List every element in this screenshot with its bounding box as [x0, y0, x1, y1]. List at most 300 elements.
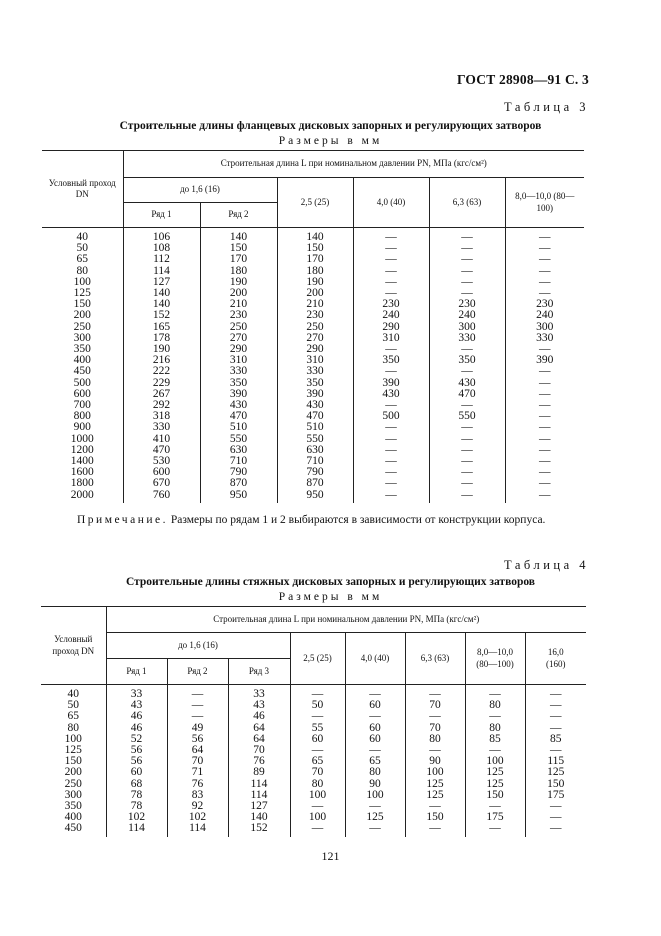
table-cell: 33 — [228, 685, 290, 701]
table-cell: — — [505, 228, 584, 244]
table-row — [42, 478, 584, 489]
dn-cell: 300 — [41, 790, 106, 801]
table-cell: — — [465, 685, 525, 701]
table-cell: 550 — [277, 434, 353, 445]
table3-note — [77, 514, 545, 526]
table-cell: 65 — [290, 756, 345, 767]
table-row — [41, 767, 586, 778]
dn-cell: 40 — [42, 228, 123, 244]
table-cell: 70 — [405, 700, 465, 711]
table-cell: 64 — [228, 723, 290, 734]
table-cell: — — [525, 812, 586, 823]
table-cell: 190 — [200, 277, 277, 288]
col-header-p16: до 1,6 (16) — [106, 633, 290, 659]
table-cell: 83 — [167, 790, 228, 801]
col-header-p25: 2,5 (25) — [290, 633, 345, 685]
table-cell: 350 — [277, 378, 353, 389]
table-cell: 330 — [277, 366, 353, 377]
table-cell: 100 — [345, 790, 405, 801]
table-cell: 390 — [505, 355, 584, 366]
table-cell: — — [429, 422, 505, 433]
table3-units: Размеры в мм — [278, 135, 383, 147]
table-cell: — — [429, 456, 505, 467]
table-cell: — — [167, 685, 228, 701]
dn-cell: 80 — [41, 723, 106, 734]
table-cell: — — [353, 434, 429, 445]
table-cell: 178 — [123, 333, 200, 344]
table-cell: 64 — [167, 745, 228, 756]
table-cell: 115 — [525, 756, 586, 767]
dn-cell: 1600 — [42, 467, 123, 478]
table-cell: 68 — [106, 779, 167, 790]
table-cell: 60 — [345, 734, 405, 745]
table-row — [42, 310, 584, 321]
table-cell: 790 — [277, 467, 353, 478]
table-cell: 310 — [277, 355, 353, 366]
table-cell: 140 — [123, 288, 200, 299]
page-number: 121 — [321, 849, 340, 863]
table-cell: 46 — [106, 711, 167, 722]
table-cell: 102 — [167, 812, 228, 823]
dn-cell: 350 — [41, 801, 106, 812]
table-cell: 46 — [228, 711, 290, 722]
table-cell: 85 — [465, 734, 525, 745]
table-cell: 152 — [123, 310, 200, 321]
col-header-dn: Условный проход DN — [41, 607, 106, 685]
table-cell: 140 — [277, 228, 353, 244]
table-cell: — — [405, 823, 465, 836]
dn-cell: 150 — [41, 756, 106, 767]
col-header-length: Строительная длина L при номинальном давлении PN, МПа (кгс/см²) — [106, 607, 586, 633]
table-cell: 92 — [167, 801, 228, 812]
table-cell: 100 — [465, 756, 525, 767]
table-cell: 430 — [277, 400, 353, 411]
table-cell: 430 — [200, 400, 277, 411]
dn-cell: 800 — [42, 411, 123, 422]
table-cell: 230 — [277, 310, 353, 321]
table-cell: — — [353, 400, 429, 411]
table-cell: 510 — [200, 422, 277, 433]
table-cell: — — [505, 456, 584, 467]
table-cell: — — [429, 467, 505, 478]
table-cell: — — [405, 711, 465, 722]
table-cell: 430 — [429, 378, 505, 389]
table-cell: — — [505, 467, 584, 478]
col-header-p80: 8,0—10,0 (80—100) — [465, 633, 525, 685]
table-cell: 330 — [123, 422, 200, 433]
table-cell: 950 — [277, 490, 353, 503]
table-cell: 125 — [345, 812, 405, 823]
table3 — [42, 150, 584, 503]
dn-cell: 1400 — [42, 456, 123, 467]
table-cell: — — [525, 745, 586, 756]
table-row — [42, 422, 584, 433]
table-cell: 127 — [123, 277, 200, 288]
table-cell: 230 — [505, 299, 584, 310]
table-cell: — — [505, 266, 584, 277]
table-cell: — — [353, 467, 429, 478]
table-cell: 140 — [228, 812, 290, 823]
dn-cell: 80 — [42, 266, 123, 277]
table-cell: 70 — [405, 723, 465, 734]
table-cell: — — [505, 277, 584, 288]
table-row — [42, 254, 584, 265]
col-header-length: Строительная длина L при номинальном давлении PN, МПа (кгс/см²) — [123, 151, 584, 178]
table-cell: 330 — [429, 333, 505, 344]
table-cell: 175 — [465, 812, 525, 823]
table-cell: 390 — [353, 378, 429, 389]
table-cell: — — [353, 277, 429, 288]
table-cell: 550 — [429, 411, 505, 422]
table-cell: 43 — [228, 700, 290, 711]
table-cell: 170 — [277, 254, 353, 265]
table-cell: 290 — [200, 344, 277, 355]
table3-title: Строительные длины фланцевых дисковых запорных и регулирующих затворов — [119, 120, 542, 132]
table-cell: — — [465, 823, 525, 836]
table-cell: 90 — [405, 756, 465, 767]
table-cell: 190 — [123, 344, 200, 355]
table-cell: 78 — [106, 801, 167, 812]
dn-cell: 500 — [42, 378, 123, 389]
col-header-row2: Ряд 2 — [200, 203, 277, 228]
dn-cell: 250 — [42, 322, 123, 333]
table-cell: 125 — [405, 790, 465, 801]
table-cell: 150 — [200, 243, 277, 254]
table-cell: 760 — [123, 490, 200, 503]
col-header-row1: Ряд 1 — [123, 203, 200, 228]
table-cell: 49 — [167, 723, 228, 734]
table-cell: — — [525, 685, 586, 701]
table-cell: 127 — [228, 801, 290, 812]
table-cell: 229 — [123, 378, 200, 389]
table-cell: 267 — [123, 389, 200, 400]
table-cell: 790 — [200, 467, 277, 478]
table-row — [41, 711, 586, 722]
table-cell: 114 — [123, 266, 200, 277]
table-cell: — — [505, 288, 584, 299]
table-cell: 80 — [345, 767, 405, 778]
table-cell: 125 — [405, 779, 465, 790]
table-cell: 240 — [429, 310, 505, 321]
note-label: Примечание. — [77, 514, 168, 526]
table-cell: 550 — [200, 434, 277, 445]
table-cell: 60 — [345, 700, 405, 711]
table-cell: 240 — [353, 310, 429, 321]
table-cell: 114 — [228, 779, 290, 790]
dn-cell: 450 — [42, 366, 123, 377]
table-cell: 78 — [106, 790, 167, 801]
table-cell: 85 — [525, 734, 586, 745]
table-cell: 410 — [123, 434, 200, 445]
table-cell: 240 — [505, 310, 584, 321]
table4-label: Таблица 4 — [504, 558, 589, 572]
table-cell: — — [505, 366, 584, 377]
dn-cell: 350 — [42, 344, 123, 355]
dn-cell: 600 — [42, 389, 123, 400]
table-cell: 112 — [123, 254, 200, 265]
table-cell: — — [525, 700, 586, 711]
table-cell: — — [505, 445, 584, 456]
table-cell: 114 — [167, 823, 228, 836]
table-cell: 180 — [200, 266, 277, 277]
table-cell: — — [429, 400, 505, 411]
table-cell: 210 — [277, 299, 353, 310]
table-cell: — — [353, 366, 429, 377]
table-cell: — — [353, 344, 429, 355]
dn-cell: 65 — [41, 711, 106, 722]
table-cell: 150 — [525, 779, 586, 790]
dn-cell: 1000 — [42, 434, 123, 445]
table-cell: 530 — [123, 456, 200, 467]
dn-cell: 1800 — [42, 478, 123, 489]
dn-cell: 450 — [41, 823, 106, 836]
table-cell: 170 — [200, 254, 277, 265]
table-cell: — — [290, 801, 345, 812]
table-cell: 330 — [505, 333, 584, 344]
table-cell: 710 — [277, 456, 353, 467]
table-cell: 390 — [200, 389, 277, 400]
dn-cell: 400 — [42, 355, 123, 366]
table-cell: 106 — [123, 228, 200, 244]
table-cell: — — [505, 400, 584, 411]
table-cell: — — [353, 422, 429, 433]
table-cell: — — [505, 490, 584, 503]
table-cell: 56 — [106, 745, 167, 756]
table-cell: 310 — [353, 333, 429, 344]
table-cell: 270 — [277, 333, 353, 344]
table-cell: — — [505, 344, 584, 355]
table-cell: — — [429, 266, 505, 277]
table-cell: 64 — [228, 734, 290, 745]
dn-cell: 2000 — [42, 490, 123, 503]
dn-cell: 50 — [42, 243, 123, 254]
table-cell: 70 — [290, 767, 345, 778]
table-cell: 80 — [290, 779, 345, 790]
table-cell: 470 — [429, 389, 505, 400]
table-cell: — — [429, 478, 505, 489]
table-cell: 190 — [277, 277, 353, 288]
table-cell: 71 — [167, 767, 228, 778]
table-cell: — — [353, 456, 429, 467]
dn-cell: 100 — [42, 277, 123, 288]
table4 — [41, 606, 586, 837]
table-cell: 65 — [345, 756, 405, 767]
table-cell: — — [353, 254, 429, 265]
table-cell: — — [290, 745, 345, 756]
table-row — [41, 685, 586, 701]
table-cell: 200 — [277, 288, 353, 299]
table-cell: 108 — [123, 243, 200, 254]
col-header-p16: до 1,6 (16) — [123, 178, 277, 203]
table-cell: 470 — [200, 411, 277, 422]
table-cell: 114 — [228, 790, 290, 801]
table-cell: — — [345, 745, 405, 756]
table-cell: 350 — [353, 355, 429, 366]
table-cell: 430 — [353, 389, 429, 400]
table-cell: 292 — [123, 400, 200, 411]
table-cell: 230 — [200, 310, 277, 321]
table-cell: 56 — [167, 734, 228, 745]
table-cell: 600 — [123, 467, 200, 478]
table-cell: — — [167, 700, 228, 711]
dn-cell: 400 — [41, 812, 106, 823]
dn-cell: 150 — [42, 299, 123, 310]
table-cell: 60 — [345, 723, 405, 734]
table-cell: 250 — [277, 322, 353, 333]
table-cell: — — [429, 254, 505, 265]
table-cell: — — [429, 288, 505, 299]
col-header-p25: 2,5 (25) — [277, 178, 353, 228]
table-cell: — — [429, 228, 505, 244]
table-row — [42, 366, 584, 377]
table-cell: 870 — [200, 478, 277, 489]
table-cell: 290 — [353, 322, 429, 333]
table-cell: 318 — [123, 411, 200, 422]
table-cell: 56 — [106, 756, 167, 767]
col-header-row1: Ряд 1 — [106, 659, 167, 685]
table-cell: — — [505, 411, 584, 422]
table-row — [41, 823, 586, 836]
table-cell: 270 — [200, 333, 277, 344]
table-cell: 510 — [277, 422, 353, 433]
table-cell: 300 — [429, 322, 505, 333]
table-cell: 52 — [106, 734, 167, 745]
table-cell: 55 — [290, 723, 345, 734]
table3-label: Таблица 3 — [504, 100, 589, 114]
table-cell: 670 — [123, 478, 200, 489]
table-cell: 250 — [200, 322, 277, 333]
dn-cell: 1200 — [42, 445, 123, 456]
table-cell: 300 — [505, 322, 584, 333]
table-cell: 125 — [465, 779, 525, 790]
table-cell: 950 — [200, 490, 277, 503]
table-cell: — — [505, 389, 584, 400]
table-cell: — — [429, 490, 505, 503]
table-cell: 470 — [277, 411, 353, 422]
table-cell: — — [505, 434, 584, 445]
table-cell: 60 — [106, 767, 167, 778]
col-header-p40: 4,0 (40) — [353, 178, 429, 228]
table-cell: 100 — [405, 767, 465, 778]
table-cell: 114 — [106, 823, 167, 836]
table-cell: 140 — [200, 228, 277, 244]
table-cell: 80 — [465, 700, 525, 711]
table-cell: — — [429, 445, 505, 456]
table-cell: — — [353, 478, 429, 489]
table-cell: 230 — [429, 299, 505, 310]
table-cell: — — [429, 277, 505, 288]
table-cell: 140 — [123, 299, 200, 310]
table-cell: 125 — [525, 767, 586, 778]
table-cell: 80 — [465, 723, 525, 734]
table-cell: 152 — [228, 823, 290, 836]
table-cell: — — [353, 266, 429, 277]
table-cell: — — [345, 711, 405, 722]
table-cell: 100 — [290, 812, 345, 823]
table-cell: — — [405, 801, 465, 812]
table-cell: 76 — [167, 779, 228, 790]
table-cell: — — [405, 745, 465, 756]
col-header-dn: Условный проход DN — [42, 151, 123, 228]
table-cell: — — [345, 685, 405, 701]
table-row — [42, 490, 584, 503]
col-header-p160: 16,0 (160) — [525, 633, 586, 685]
table-cell: — — [525, 823, 586, 836]
table-cell: 150 — [465, 790, 525, 801]
table-cell: 70 — [228, 745, 290, 756]
table-cell: 76 — [228, 756, 290, 767]
table-cell: 630 — [277, 445, 353, 456]
col-header-p40: 4,0 (40) — [345, 633, 405, 685]
document-header: ГОСТ 28908—91 С. 3 — [456, 72, 589, 87]
table-cell: — — [525, 711, 586, 722]
table-cell: — — [505, 378, 584, 389]
table-cell: 100 — [290, 790, 345, 801]
table-cell: 60 — [290, 734, 345, 745]
table-cell: 216 — [123, 355, 200, 366]
table-cell: — — [429, 434, 505, 445]
table-cell: 80 — [405, 734, 465, 745]
table-cell: — — [353, 445, 429, 456]
table-cell: 102 — [106, 812, 167, 823]
table-cell: 125 — [465, 767, 525, 778]
col-header-p63: 6,3 (63) — [405, 633, 465, 685]
dn-cell: 100 — [41, 734, 106, 745]
table-cell: — — [345, 823, 405, 836]
table-cell: — — [429, 243, 505, 254]
table-cell: 180 — [277, 266, 353, 277]
table4-units: Размеры в мм — [278, 591, 383, 603]
table-cell: — — [353, 228, 429, 244]
note-text: Размеры по рядам 1 и 2 выбираются в зависимости от конструкции корпуса. — [170, 514, 546, 526]
col-header-p80: 8,0—10,0 (80—100) — [505, 178, 584, 228]
table-cell: — — [353, 243, 429, 254]
table-cell: — — [290, 711, 345, 722]
col-header-p63: 6,3 (63) — [429, 178, 505, 228]
table-cell: 46 — [106, 723, 167, 734]
table-cell: 33 — [106, 685, 167, 701]
table-cell: — — [505, 422, 584, 433]
table-cell: 350 — [429, 355, 505, 366]
table4-title: Строительные длины стяжных дисковых запорных и регулирующих затворов — [125, 576, 536, 588]
table-cell: — — [525, 801, 586, 812]
dn-cell: 125 — [41, 745, 106, 756]
table-cell: — — [429, 366, 505, 377]
table-cell: 630 — [200, 445, 277, 456]
table-cell: — — [353, 490, 429, 503]
dn-cell: 300 — [42, 333, 123, 344]
table-cell: 200 — [200, 288, 277, 299]
dn-cell: 50 — [41, 700, 106, 711]
table-cell: 310 — [200, 355, 277, 366]
dn-cell: 125 — [42, 288, 123, 299]
table-cell: 390 — [277, 389, 353, 400]
table-cell: 210 — [200, 299, 277, 310]
table-cell: 175 — [525, 790, 586, 801]
dn-cell: 65 — [42, 254, 123, 265]
table-cell: — — [290, 685, 345, 701]
table-cell: 150 — [405, 812, 465, 823]
table-cell: — — [345, 801, 405, 812]
table-cell: — — [505, 478, 584, 489]
col-header-row3: Ряд 3 — [228, 659, 290, 685]
dn-cell: 200 — [42, 310, 123, 321]
table-cell: 150 — [277, 243, 353, 254]
table-cell: 710 — [200, 456, 277, 467]
table-cell: 90 — [345, 779, 405, 790]
table-cell: 89 — [228, 767, 290, 778]
table-row — [42, 228, 584, 244]
